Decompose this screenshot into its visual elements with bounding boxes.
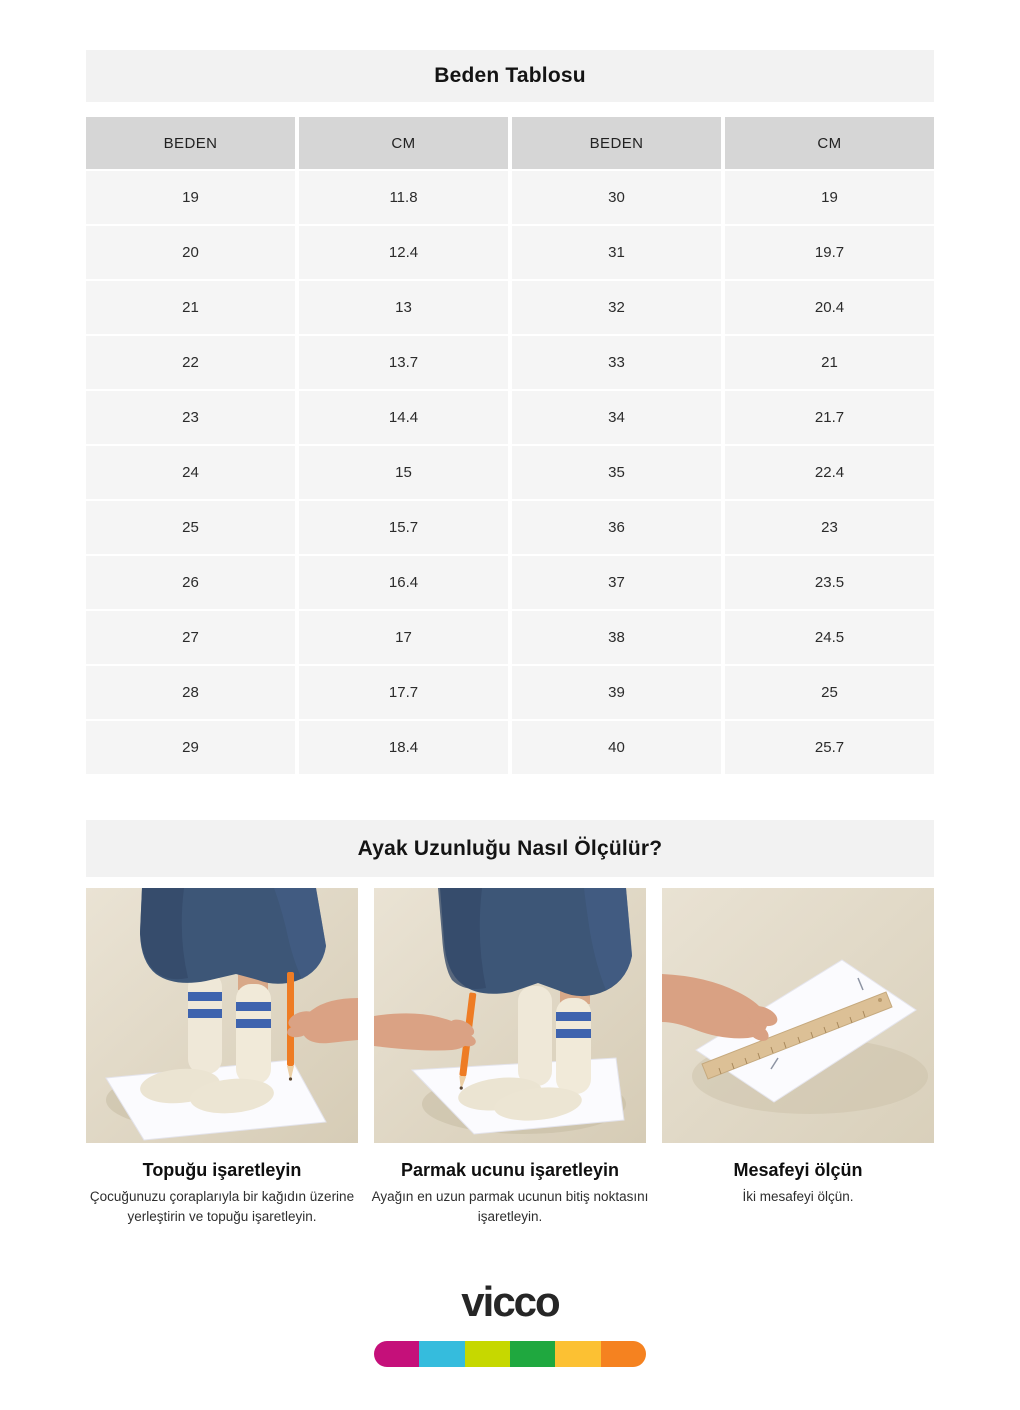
step-description: Çocuğunuzu çoraplarıyla bir kağıdın üzerine yerleştirin ve topuğu işaretleyin.: [89, 1189, 355, 1224]
size-table-cell: 25: [86, 501, 295, 554]
size-table-cell: 17.7: [299, 666, 508, 719]
jeans: [140, 888, 326, 984]
size-table-header-cell: CM: [725, 117, 934, 169]
size-table-cell: 32: [512, 281, 721, 334]
brand-footer: [86, 1279, 934, 1367]
size-table-cell: 19: [725, 171, 934, 224]
step-title: Topuğu işaretleyin: [142, 1160, 302, 1180]
size-table-cell: 18.4: [299, 721, 508, 774]
measure-distance-photo: [662, 888, 934, 1143]
size-table-header-cell: CM: [299, 117, 508, 169]
size-table-cell: 35: [512, 446, 721, 499]
size-table-header-cell: BEDEN: [86, 117, 295, 169]
size-table-cell: 23: [86, 391, 295, 444]
brand-bar-segment: [555, 1341, 600, 1367]
size-table-cell: 17: [299, 611, 508, 664]
size-table-cell: 22: [86, 336, 295, 389]
size-table-cell: 13: [299, 281, 508, 334]
size-table-cell: 25.7: [725, 721, 934, 774]
jeans: [438, 888, 632, 996]
measure-steps: [86, 888, 934, 1227]
brand-bar-segment: [419, 1341, 464, 1367]
step-description: Ayağın en uzun parmak ucunun bitiş noktasını işaretleyin.: [371, 1189, 649, 1224]
brand-bar-segment: [374, 1341, 419, 1367]
size-table-cell: 30: [512, 171, 721, 224]
measure-title-band: [86, 820, 934, 877]
size-table-cell: 24.5: [725, 611, 934, 664]
size-table-cell: 24: [86, 446, 295, 499]
brand-bar-segment: [465, 1341, 510, 1367]
size-table-cell: 26: [86, 556, 295, 609]
brand-logo: vicco: [461, 1278, 559, 1325]
size-table-cell: 21: [725, 336, 934, 389]
size-table-cell: 37: [512, 556, 721, 609]
size-table-header-cell: BEDEN: [512, 117, 721, 169]
brand-color-bar: [374, 1341, 646, 1367]
step-title: Parmak ucunu işaretleyin: [400, 1160, 620, 1180]
size-table-cell: 27: [86, 611, 295, 664]
size-table: [86, 117, 934, 774]
step-measure-distance: [662, 888, 934, 1227]
size-table-cell: 16.4: [299, 556, 508, 609]
measure-section-title: Ayak Uzunluğu Nasıl Ölçülür?: [357, 836, 663, 860]
brand-bar-segment: [510, 1341, 555, 1367]
size-table-cell: 15.7: [299, 501, 508, 554]
size-table-cell: 21.7: [725, 391, 934, 444]
size-table-cell: 38: [512, 611, 721, 664]
size-table-cell: 13.7: [299, 336, 508, 389]
size-table-cell: 28: [86, 666, 295, 719]
size-table-cell: 25: [725, 666, 934, 719]
size-table-cell: 36: [512, 501, 721, 554]
size-guide-page: [86, 50, 934, 1367]
size-table-cell: 12.4: [299, 226, 508, 279]
size-table-cell: 21: [86, 281, 295, 334]
mark-heel-photo: [86, 888, 358, 1143]
mark-heel-illustration: [86, 888, 358, 1143]
size-table-cell: 19.7: [725, 226, 934, 279]
mark-toe-photo: [374, 888, 646, 1143]
step-mark-heel: [86, 888, 358, 1227]
step-mark-toe: [371, 888, 649, 1227]
size-table-cell: 23.5: [725, 556, 934, 609]
step-description: İki mesafeyi ölçün.: [742, 1189, 854, 1204]
size-table-cell: 20: [86, 226, 295, 279]
size-table-cell: 33: [512, 336, 721, 389]
table-title: Beden Tablosu: [434, 64, 586, 87]
size-table-cell: 29: [86, 721, 295, 774]
size-table-cell: 23: [725, 501, 934, 554]
brand-bar-segment: [601, 1341, 646, 1367]
size-table-cell: 31: [512, 226, 721, 279]
size-table-cell: 15: [299, 446, 508, 499]
step-title: Mesafeyi ölçün: [733, 1160, 863, 1180]
size-table-cell: 40: [512, 721, 721, 774]
mark-toe-illustration: [374, 888, 646, 1143]
size-table-cell: 39: [512, 666, 721, 719]
size-table-cell: 34: [512, 391, 721, 444]
size-table-cell: 11.8: [299, 171, 508, 224]
size-table-cell: 20.4: [725, 281, 934, 334]
measure-distance-illustration: [662, 888, 934, 1143]
size-table-cell: 14.4: [299, 391, 508, 444]
size-table-cell: 19: [86, 171, 295, 224]
size-table-cell: 22.4: [725, 446, 934, 499]
table-title-band: [86, 50, 934, 102]
